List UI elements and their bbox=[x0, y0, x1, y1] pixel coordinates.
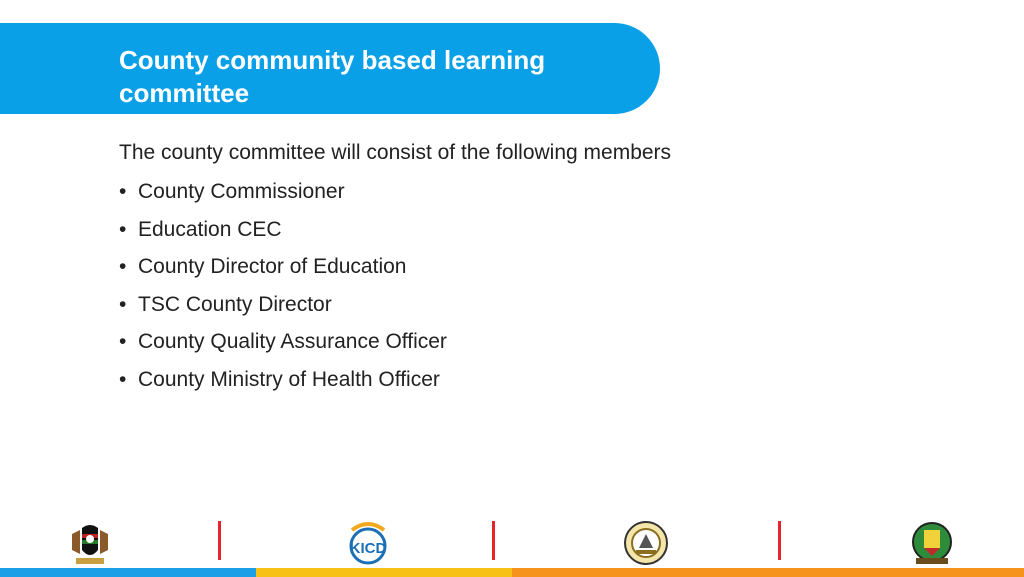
list-item bbox=[119, 291, 447, 329]
bullet-icon: • bbox=[119, 217, 127, 241]
bar-segment-yellow bbox=[256, 568, 512, 577]
svg-text:KICD: KICD bbox=[349, 540, 387, 557]
member-label: County Ministry of Health Officer bbox=[138, 367, 440, 391]
divider-red bbox=[492, 521, 495, 560]
bar-segment-blue bbox=[0, 568, 256, 577]
member-list bbox=[119, 178, 447, 404]
slide-title: County community based learning committee bbox=[119, 45, 546, 108]
member-label: Education CEC bbox=[138, 217, 282, 241]
member-label: County Quality Assurance Officer bbox=[138, 330, 447, 354]
divider-red bbox=[218, 521, 221, 560]
list-item bbox=[119, 216, 447, 254]
bottom-color-bar bbox=[0, 568, 1024, 577]
bullet-icon: • bbox=[119, 180, 127, 203]
county-emblem-icon bbox=[908, 520, 956, 568]
bar-segment-orange bbox=[512, 568, 1024, 577]
list-item bbox=[119, 253, 447, 291]
bullet-icon: • bbox=[119, 367, 127, 391]
kicd-logo-icon bbox=[344, 520, 392, 568]
bullet-icon: • bbox=[119, 330, 127, 354]
divider-red bbox=[778, 521, 781, 560]
bullet-icon: • bbox=[119, 255, 127, 279]
list-item bbox=[119, 178, 447, 216]
bullet-icon: • bbox=[119, 292, 127, 316]
seal-logo-icon bbox=[622, 520, 670, 568]
intro-text: The county committee will consist of the following members bbox=[119, 141, 672, 164]
kenya-coat-of-arms-icon bbox=[66, 520, 114, 568]
member-label: TSC County Director bbox=[138, 292, 332, 316]
member-label: County Director of Education bbox=[138, 255, 407, 279]
member-label: County Commissioner bbox=[138, 180, 345, 203]
list-item bbox=[119, 366, 447, 404]
list-item bbox=[119, 328, 447, 366]
